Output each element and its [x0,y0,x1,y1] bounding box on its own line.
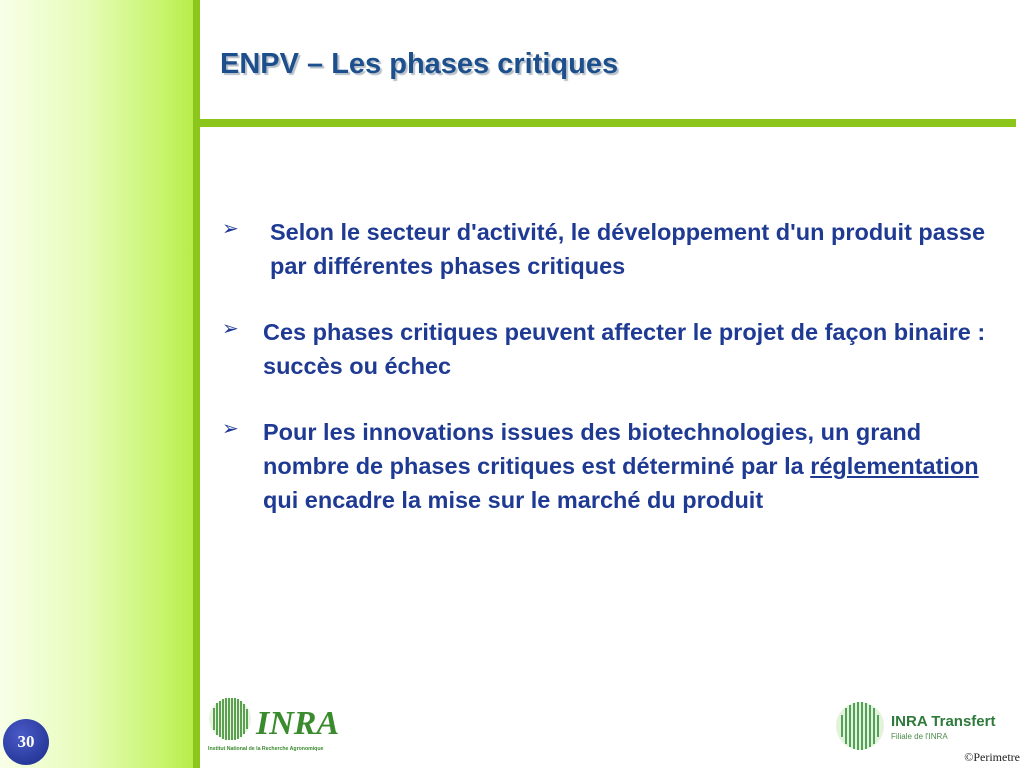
inra-emblem-icon [209,698,251,740]
inra-transfert-emblem-icon [836,702,884,750]
page-number: 30 [17,732,35,751]
bullet-item-1 [220,215,1000,283]
slide-title: ENPV – Les phases critiques [220,48,619,80]
bullet-item-2 [220,315,1000,383]
inra-logo [206,694,340,754]
bullet-text [263,415,1000,517]
reglementation-underlined-text: réglementation [810,453,979,479]
inra-logo-wordmark: INRA [256,705,340,742]
inra-transfert-wordmark: INRA Transfert [891,713,996,730]
left-green-sidebar [0,0,193,768]
bullet-item-3 [220,415,1000,517]
page-number-badge [3,719,49,765]
arrow-bullet-icon: ➢ [222,318,239,340]
bullet-text-part: Pour les innovations issues des biotechnologies, un grand nombre de phases critiques est déterminé par la [263,419,922,479]
bullet-text: Ces phases critiques peuvent affecter le projet de façon binaire : succès ou échec [263,319,986,379]
bullet-text-part: qui encadre la mise sur le marché du produit [263,487,764,513]
inra-transfert-subtitle: Filiale de l'INRA [891,732,948,741]
arrow-bullet-icon: ➢ [222,218,239,240]
inra-transfert-logo [834,697,1006,755]
bullet-list [220,215,1000,549]
copyright-notice: ©Perimetre [964,750,1020,764]
bullet-text: Selon le secteur d'activité, le développement d'un produit passe par différentes phases critiques [270,219,986,279]
vertical-divider [193,0,200,768]
inra-logo-subtitle: Institut National de la Recherche Agronomique [208,746,324,752]
title-underline [200,119,1016,127]
arrow-bullet-icon: ➢ [222,418,239,440]
